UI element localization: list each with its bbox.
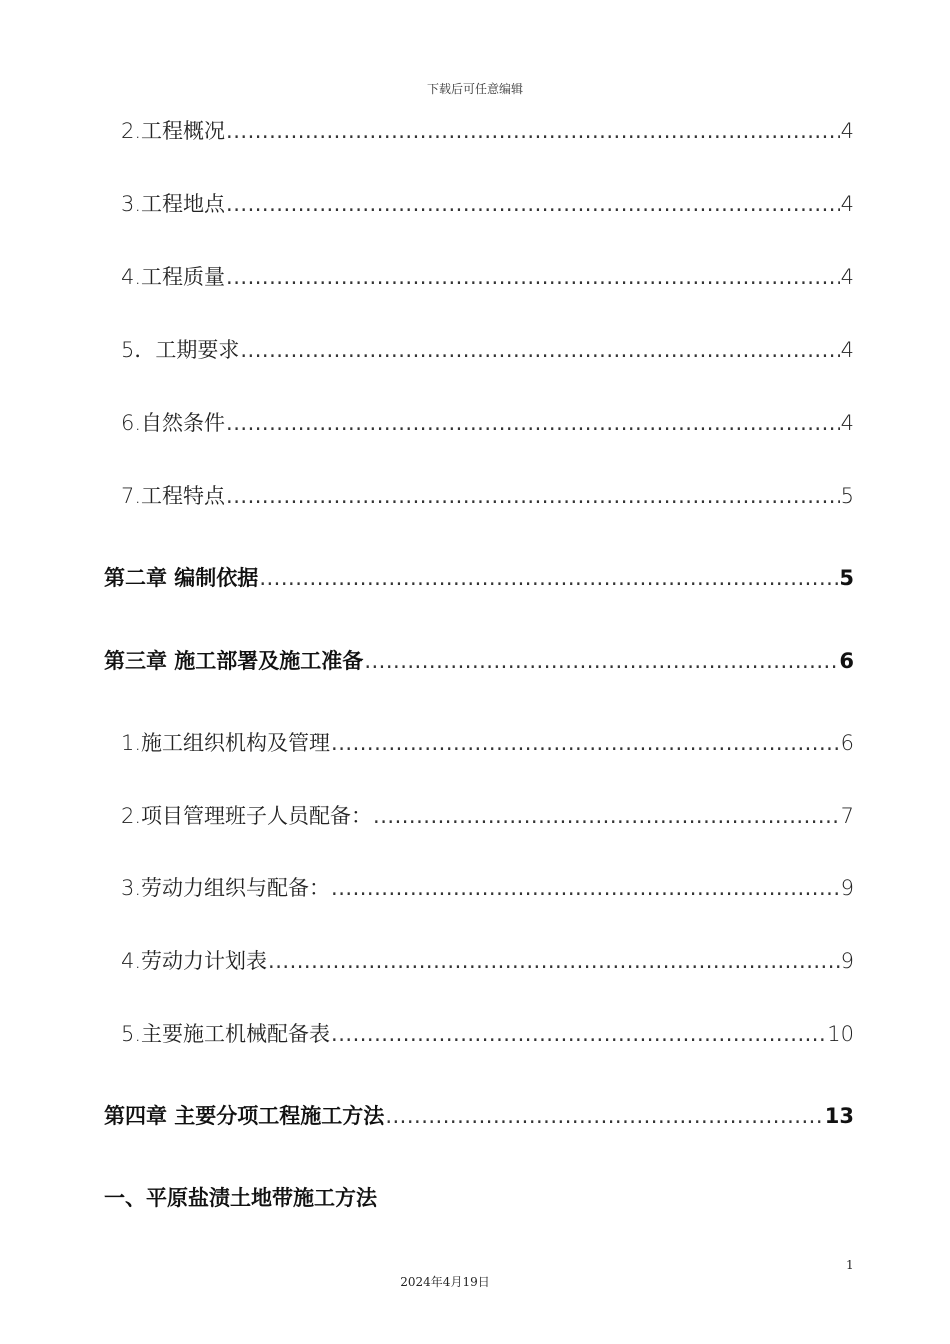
toc-entry[interactable]: [121, 874, 854, 902]
toc-dot-leader: [385, 1102, 823, 1130]
toc-entry-page: 9: [840, 876, 854, 900]
toc-entry-label: 5．工期要求: [121, 338, 240, 362]
footer-date: 2024年4月19日: [400, 1275, 490, 1289]
toc-entry-label: 2.工程概况: [121, 119, 226, 143]
toc-dot-leader: [259, 564, 838, 592]
toc-dot-leader: [331, 874, 840, 902]
toc-entry-page: 9: [840, 949, 854, 973]
toc-entry[interactable]: [121, 947, 854, 975]
page-number: 1: [846, 1258, 854, 1272]
toc-entry-page: 6: [839, 649, 854, 673]
toc-entry-page: 4: [840, 192, 854, 216]
toc-entry[interactable]: [121, 336, 854, 364]
toc-dot-leader: [240, 336, 839, 364]
toc-dot-leader: [226, 117, 840, 145]
toc-entry-label: 3.工程地点: [121, 192, 226, 216]
toc-entry-label: 5.主要施工机械配备表: [121, 1022, 331, 1046]
toc-entry-label: 1.施工组织机构及管理: [121, 731, 331, 755]
toc-entry-label: 第二章 编制依据: [104, 566, 259, 590]
toc-dot-leader: [331, 1020, 826, 1048]
toc-dot-leader: [268, 947, 840, 975]
toc-entry-page: 4: [840, 119, 854, 143]
toc-entry[interactable]: [121, 802, 854, 830]
toc-chapter-entry[interactable]: [104, 647, 854, 675]
toc-entry[interactable]: [121, 1020, 854, 1048]
toc-chapter-entry[interactable]: [104, 564, 854, 592]
toc-entry-label: 4.工程质量: [121, 265, 226, 289]
toc-chapter-entry[interactable]: [104, 1102, 854, 1130]
toc-entry[interactable]: [121, 729, 854, 757]
toc-entry-label: 第四章 主要分项工程施工方法: [104, 1104, 385, 1128]
toc-entry-page: 5: [839, 566, 854, 590]
toc-entry-label: 2.项目管理班子人员配备：: [121, 804, 373, 828]
toc-entry-page: 7: [840, 804, 854, 828]
toc-entry[interactable]: [121, 482, 854, 510]
toc-entry[interactable]: [121, 409, 854, 437]
toc-entry-page: 10: [827, 1022, 854, 1046]
toc-dot-leader: [364, 647, 838, 675]
toc-entry-page: 13: [824, 1104, 854, 1128]
toc-entry-page: 5: [840, 484, 854, 508]
toc-dot-leader: [226, 263, 840, 291]
page-header: 下载后可任意编辑: [426, 82, 523, 96]
section-heading: 一、平原盐渍土地带施工方法: [104, 1186, 377, 1210]
toc-entry-label: 3.劳动力组织与配备：: [121, 876, 331, 900]
toc-dot-leader: [226, 409, 840, 437]
toc-entry-page: 4: [840, 411, 854, 435]
toc-entry-label: 6.自然条件: [121, 411, 226, 435]
toc-dot-leader: [226, 190, 840, 218]
toc-entry[interactable]: [121, 117, 854, 145]
toc-entry-label: 4.劳动力计划表: [121, 949, 268, 973]
toc-entry[interactable]: [121, 190, 854, 218]
toc-dot-leader: [226, 482, 840, 510]
toc-entry-label: 7.工程特点: [121, 484, 226, 508]
toc-entry[interactable]: [121, 263, 854, 291]
toc-entry-page: 4: [840, 338, 854, 362]
toc-entry-page: 6: [840, 731, 854, 755]
toc-dot-leader: [331, 729, 840, 757]
toc-dot-leader: [373, 802, 840, 830]
toc-entry-page: 4: [840, 265, 854, 289]
toc-entry-label: 第三章 施工部署及施工准备: [104, 649, 364, 673]
